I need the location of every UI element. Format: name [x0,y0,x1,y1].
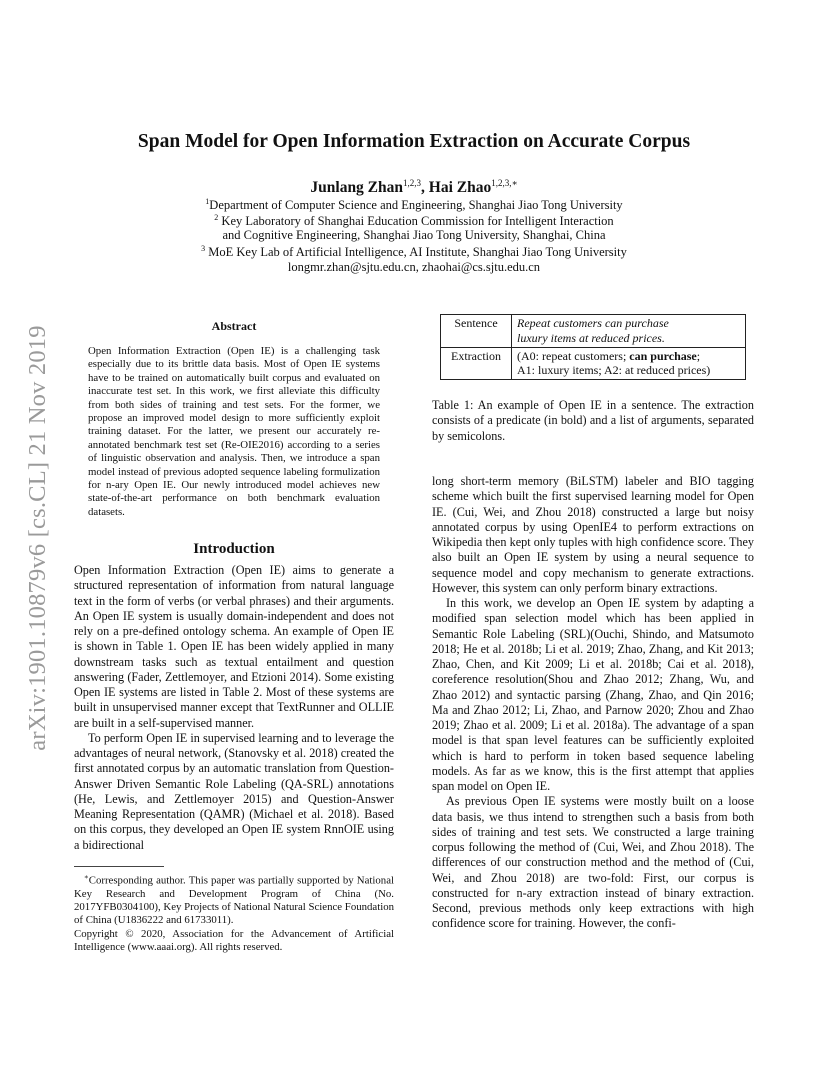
extraction-text: A1: luxury items; A2: at reduced prices) [517,363,711,378]
footnote-corresponding-author [74,871,394,928]
author-name: Hai Zhao [428,179,492,197]
affiliation-text: Key Laboratory of Shanghai Education Commission for Intelligent Interaction [218,214,614,229]
affiliation-text: MoE Key Lab of Artificial Intelligence, AI Institute, Shanghai Jiao Tong University [205,245,627,260]
table-1-caption: Table 1: An example of Open IE in a sentence. The extraction consists of a predicate (in bold) and a list of arguments, separated by semicolons. [432,398,754,443]
author-separator: , [421,179,429,197]
extraction-text: ; [696,348,701,363]
affiliation-mark: 3 [201,244,206,253]
right-column-body [432,474,754,932]
footnotes [74,871,394,954]
affiliation-1 [0,197,828,213]
table-cell-label: Extraction [441,347,512,380]
author-affiliation-marks: 1,2,3,∗ [491,178,518,188]
affiliation-3 [0,244,828,260]
arxiv-identifier-stamp: arXiv:1901.10879v6 [cs.CL] 21 Nov 2019 [24,325,51,751]
author-name: Junlang Zhan [310,179,404,197]
affiliation-mark: 1 [205,197,210,206]
intro-paragraph-1: Open Information Extraction (Open IE) aims to generate a structured representation of information from natural language text in the form of verbs (or verbal phrases) and their arguments. An Open IE system is usually domain-independent and does not rely on a pre-defined ontology schema. An example of Open IE is shown in Table 1. Open IE has been widely applied in many downstream tasks such as textual entailment and question answering (Fader, Zettlemoyer, and Etzioni 2014). Some existing Open IE systems are listed in Table 2. Most of these systems are built in unsupervised manner except that TextRunner and OLLIE are built in a self-supervised manner. [74,563,394,730]
table-row [441,315,746,348]
affiliation-text: Department of Computer Science and Engineering, Shanghai Jiao Tong University [209,198,623,213]
body-paragraph: In this work, we develop an Open IE system by adapting a modified span selection model which has been applied in Semantic Role Labeling (SRL)(Ouchi, Shindo, and Matsumoto 2018; He et al. 2018b; Li et al. 2019; Zhao, Zhang, and Kit 2013; Zhao, Chen, and Kit 2009; Li et al. 2018b; Cai et al. 2018), coreference resolution(Shou and Zhao 2012; Zhang, Wu, and Zhao 2012) and syntactic parsing (Zhang, Zhao, and Qin 2016; Ma and Zhao 2012; Li, Zhao, and Parnow 2020; Zhou and Zhao 2019; Zhao et al. 2009; Li et al. 2018a). The advantage of a span model is that span level features can be sufficiently exploited which is hard to perform in token based sequence labeling models. As far as we know, this is the first attempt that applies span model on Open IE. [432,596,754,793]
body-paragraph: long short-term memory (BiLSTM) labeler and BIO tagging scheme which built the first supervised learning model for Open IE. (Cui, Wei, and Zhou 2018) constructed a large but noisy annotated corpus by using OpenIE4 to perform extractions on Wikipedia then kept only tuples with high confidence score. They also built an Open IE system by using a neural sequence to sequence model and copy mechanism to generate extractions. However, this system can only perform binary extractions. [432,474,754,595]
affiliation-mark: 2 [214,213,219,222]
author-line [0,178,828,197]
affiliation-2 [0,213,828,229]
body-paragraph: As previous Open IE systems were mostly built on a loose data basis, we thus intend to strengthen such a basis from both sides of training and test sets. We constructed a large training corpus following the method of (Cui, Wei, and Zhou 2018). The differences of our construction method and the method of (Cui, Wei, and Zhou 2018) are two-fold: First, our corpus is constructed for n-ary extraction instead of binary extraction. Second, previous methods only keep extractions with high confidence score for training. However, the confi- [432,794,754,931]
table-cell-extraction [512,347,746,380]
table-cell-label: Sentence [441,315,512,348]
affiliation-2-continued: and Cognitive Engineering, Shanghai Jiao Tong University, Shanghai, China [222,228,606,242]
author-affiliation-marks: 1,2,3 [403,178,422,188]
author-emails: longmr.zhan@sjtu.edu.cn, zhaohai@cs.sjtu.edu.cn [287,260,541,274]
introduction-heading: Introduction [193,541,275,557]
footnote-text: Corresponding author. This paper was partially supported by National Key Research and Development Program of China (No. 2017YFB0304100), Key Projects of National Natural Science Foundation of China (U1836222 and 61733011). [74,874,394,927]
footnote-rule [74,866,164,867]
extraction-predicate: can purchase [629,348,697,363]
table-1-open-ie-example [440,314,746,380]
paper-title: Span Model for Open Information Extraction on Accurate Corpus [137,131,691,152]
abstract-text: Open Information Extraction (Open IE) is a challenging task especially due to its brittle data basis. Most of Open IE systems have to be trained on automatically built corpus and evaluated on inaccurate test set. In this work, we first alleviate this difficulty from both sides of training and test sets. For the former, we propose an improved model design to more sufficiently exploit training dataset. For the latter, we present our accurately re-annotated benchmark test set (Re-OIE2016) according to a series of linguistic observation and analysis. Then, we introduce a span model instead of previous adopted sequence labeling formulization for n-ary Open IE. Our newly introduced model achieves new state-of-the-art performance on both benchmark evaluation datasets. [88,345,380,518]
left-column-body [74,563,394,853]
table-row [441,347,746,380]
sentence-line: Repeat customers can purchase [517,316,669,330]
sentence-line: luxury items at reduced prices. [517,330,665,345]
intro-paragraph-2: To perform Open IE in supervised learning and to leverage the advantages of neural network, (Stanovsky et al. 2018) created the first annotated corpus by an automatic translation from Question-Answer Driven Semantic Role Labeling (QA-SRL) annotations (He, Lewis, and Zettlemoyer 2015) and Question-Answer Meaning Representation (QAMR) (Michael et al. 2018). Based on this corpus, they developed an Open IE system RnnOIE using a bidirectional [74,730,394,852]
footnote-mark: ∗ [84,873,89,881]
extraction-text: (A0: repeat customers; [517,348,630,363]
table-cell-sentence [512,315,746,348]
abstract-heading: Abstract [211,319,257,333]
copyright-notice: Copyright © 2020, Association for the Advancement of Artificial Intelligence (www.aaai.org). All rights reserved. [74,927,394,954]
